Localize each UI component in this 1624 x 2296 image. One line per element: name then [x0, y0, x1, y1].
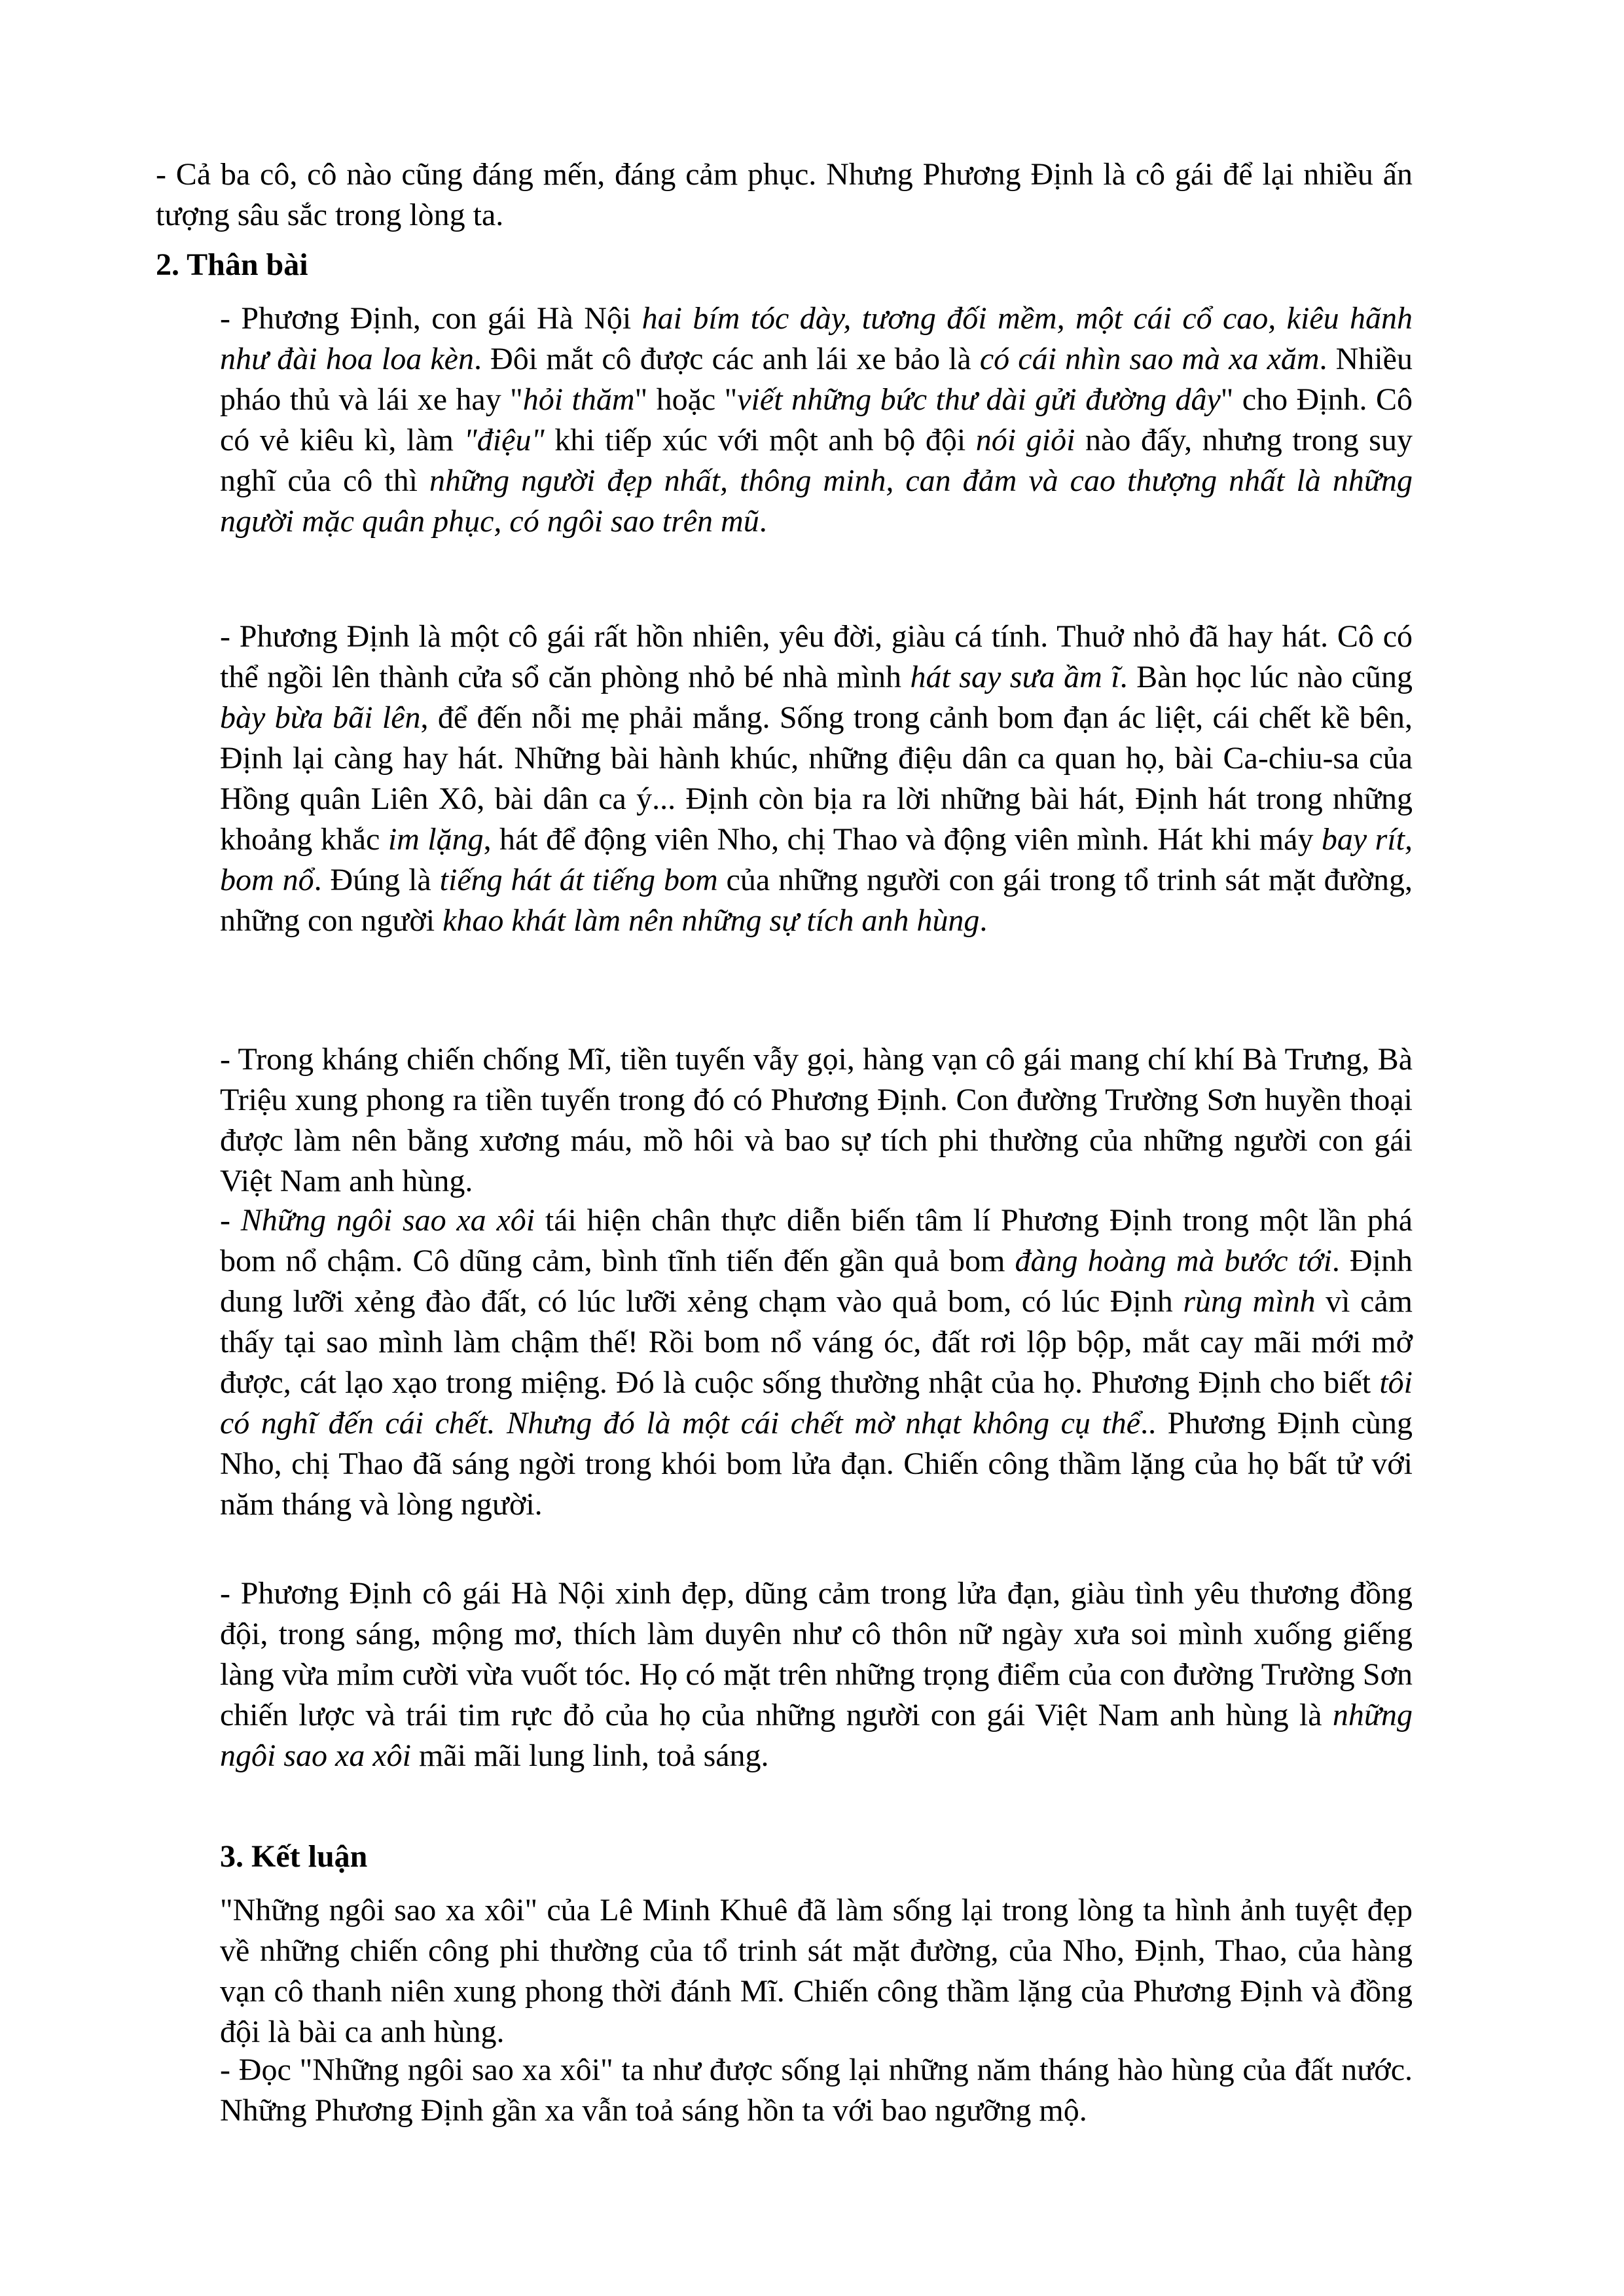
than-bai-paragraph-4: - Những ngôi sao xa xôi tái hiện chân thực diễn biến tâm lí Phương Định trong một lần phá bom nổ chậm. Cô dũng cảm, bình tĩnh tiến đến gần quả bom đàng hoàng mà bước tới. Định dung lưỡi xẻng đào đất, có lúc lưỡi xẻng chạm vào quả bom, có lúc Định rùng mình vì cảm thấy tại sao mình làm chậm thế! Rồi bom nổ váng óc, đất rơi lộp bộp, mắt cay mãi mới mở được, cát lạo xạo trong miệng. Đó là cuộc sống thường nhật của họ. Phương Định cho biết tôi có nghĩ đến cái chết. Nhưng đó là một cái chết mờ nhạt không cụ thể.. Phương Định cùng Nho, chị Thao đã sáng ngời trong khói bom lửa đạn. Chiến công thầm lặng của họ bất tử với năm tháng và lòng người. — [220, 1203, 1413, 1522]
than-bai-paragraph-2: - Phương Định là một cô gái rất hồn nhiên, yêu đời, giàu cá tính. Thuở nhỏ đã hay hát. Cô có thể ngồi lên thành cửa sổ căn phòng nhỏ bé nhà mình hát say sưa ầm ĩ. Bàn học lúc nào cũng bày bừa bãi lên, để đến nỗi mẹ phải mắng. Sống trong cảnh bom đạn ác liệt, cái chết kề bên, Định lại càng hay hát. Những bài hành khúc, những điệu dân ca quan họ, bài Ca-chiu-sa của Hồng quân Liên Xô, bài dân ca ý... Định còn bịa ra lời những bài hát, Định hát trong những khoảng khắc im lặng, hát để động viên Nho, chị Thao và động viên mình. Hát khi máy bay rít, bom nổ. Đúng là tiếng hát át tiếng bom của những người con gái trong tổ trinh sát mặt đường, những con người khao khát làm nên những sự tích anh hùng. — [220, 619, 1413, 938]
heading-ket-luan: 3. Kết luận — [220, 1839, 368, 1874]
heading-than-bai: 2. Thân bài — [156, 247, 308, 282]
intro-paragraph: - Cả ba cô, cô nào cũng đáng mến, đáng cảm phục. Nhưng Phương Định là cô gái để lại nhiều ấn tượng sâu sắc trong lòng ta. — [156, 157, 1413, 232]
than-bai-paragraph-1: - Phương Định, con gái Hà Nội hai bím tóc dày, tương đối mềm, một cái cổ cao, kiêu hãnh như đài hoa loa kèn. Đôi mắt cô được các anh lái xe bảo là có cái nhìn sao mà xa xăm. Nhiều pháo thủ và lái xe hay "hỏi thăm" hoặc "viết những bức thư dài gửi đường dây" cho Định. Cô có vẻ kiêu kì, làm "điệu" khi tiếp xúc với một anh bộ đội nói giỏi nào đấy, nhưng trong suy nghĩ của cô thì những người đẹp nhất, thông minh, can đảm và cao thượng nhất là những người mặc quân phục, có ngôi sao trên mũ. — [220, 301, 1413, 539]
than-bai-paragraph-3: - Trong kháng chiến chống Mĩ, tiền tuyến vẫy gọi, hàng vạn cô gái mang chí khí Bà Trưng, Bà Triệu xung phong ra tiền tuyến trong đó có Phương Định. Con đường Trường Sơn huyền thoại được làm nên bằng xương máu, mồ hôi và bao sự tích phi thường của những người con gái Việt Nam anh hùng. — [220, 1042, 1413, 1198]
than-bai-paragraph-5: - Phương Định cô gái Hà Nội xinh đẹp, dũng cảm trong lửa đạn, giàu tình yêu thương đồng đội, trong sáng, mộng mơ, thích làm duyên như cô thôn nữ ngày xưa soi mình xuống giếng làng vừa mỉm cười vừa vuốt tóc. Họ có mặt trên những trọng điểm của con đường Trường Sơn chiến lược và trái tim rực đỏ của họ của những người con gái Việt Nam anh hùng là những ngôi sao xa xôi mãi mãi lung linh, toả sáng. — [220, 1576, 1413, 1773]
ket-luan-paragraph-1: "Những ngôi sao xa xôi" của Lê Minh Khuê đã làm sống lại trong lòng ta hình ảnh tuyệt đẹp về những chiến công phi thường của tổ trinh sát mặt đường, của Nho, Định, Thao, của hàng vạn cô thanh niên xung phong thời đánh Mĩ. Chiến công thầm lặng của Phương Định và đồng đội là bài ca anh hùng. — [220, 1893, 1413, 2049]
ket-luan-paragraph-2: - Đọc "Những ngôi sao xa xôi" ta như được sống lại những năm tháng hào hùng của đất nước. Những Phương Định gần xa vẫn toả sáng hồn ta với bao ngưỡng mộ. — [220, 2053, 1413, 2128]
